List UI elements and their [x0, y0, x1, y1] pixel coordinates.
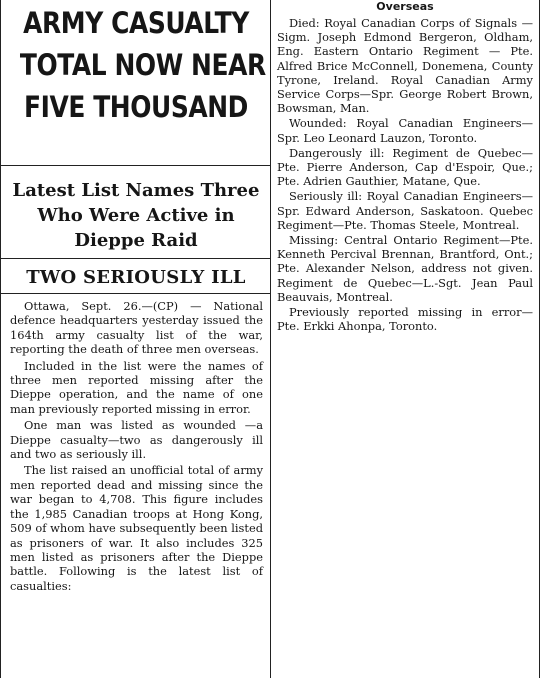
- deck-line-2: Who Were Active in: [37, 205, 235, 226]
- wounded-entry: Wounded: Royal Canadian Engineers—Spr. Leo Leonard Lauzon, Toronto.: [277, 116, 533, 145]
- previously-missing-entry: Previously reported missing in error—Pte. Erkki Ahonpa, Toronto.: [277, 305, 533, 334]
- died-entry: Died: Royal Canadian Corps of Signals — Sigm. Joseph Edmond Bergeron, Oldham, Eng. Eastern Ontario Regiment — Pte. Alfred Brice McConnell, Donemena, County Tyrone, Ireland. Royal Canadian Army Service Corps—Spr. George Robert Brown, Bowsman, Man.: [277, 16, 533, 116]
- headline-divider: [1, 165, 271, 166]
- paragraph-3: One man was listed as wounded —a Dieppe casualty—two as dangerously ill and two as seriously ill.: [10, 418, 263, 462]
- paragraph-4: The list raised an unofficial total of army men reported dead and missing since the war began to 4,708. This figure includes the 1,985 Canadian troops at Hong Kong, 509 of whom have subsequently been listed as prisoners of war. It also includes 325 men listed as prisoners after the Dieppe battle. Following is the latest list of casualties:: [10, 463, 263, 593]
- deck-line-3: Dieppe Raid: [74, 230, 198, 251]
- missing-entry: Missing: Central Ontario Regiment—Pte. Kenneth Percival Brennan, Brantford, Ont.; Pte. Alexander Nelson, address not given. Regiment de Quebec—L.-Sgt. Jean Paul Beauvais, Montreal.: [277, 233, 533, 304]
- paragraph-1: Ottawa, Sept. 26.—(CP) — National defence headquarters yesterday issued the 164th army casualty list of the war, reporting the death of three men overseas.: [10, 299, 263, 357]
- deck-line-1: Latest List Names Three: [12, 180, 260, 201]
- casualty-list: [277, 16, 533, 334]
- deck-headline: [1, 178, 271, 253]
- right-column: [270, 0, 540, 678]
- headline-line-2: TOTAL NOW NEAR: [19, 48, 266, 82]
- subhead-divider: [1, 293, 271, 294]
- subheadline: TWO SERIOUSLY ILL: [26, 267, 246, 288]
- deck-divider: [1, 258, 271, 259]
- seriously-ill-entry: Seriously ill: Royal Canadian Engineers—Spr. Edward Anderson, Saskatoon. Quebec Regiment—Pte. Thomas Steele, Montreal.: [277, 189, 533, 232]
- headline-line-3: FIVE THOUSAND: [24, 90, 248, 124]
- overseas-heading: Overseas: [376, 0, 434, 13]
- headline-line-1: ARMY CASUALTY: [23, 6, 249, 40]
- dangerously-ill-entry: Dangerously ill: Regiment de Quebec—Pte. Pierre Anderson, Cap d'Espoir, Que.; Pte. Adrien Gauthier, Matane, Que.: [277, 145, 533, 189]
- article-body: [10, 299, 263, 595]
- paragraph-2: Included in the list were the names of three men reported missing after the Dieppe operation, and the name of one man previously reported missing in error.: [10, 358, 263, 416]
- main-headline: [19, 2, 266, 128]
